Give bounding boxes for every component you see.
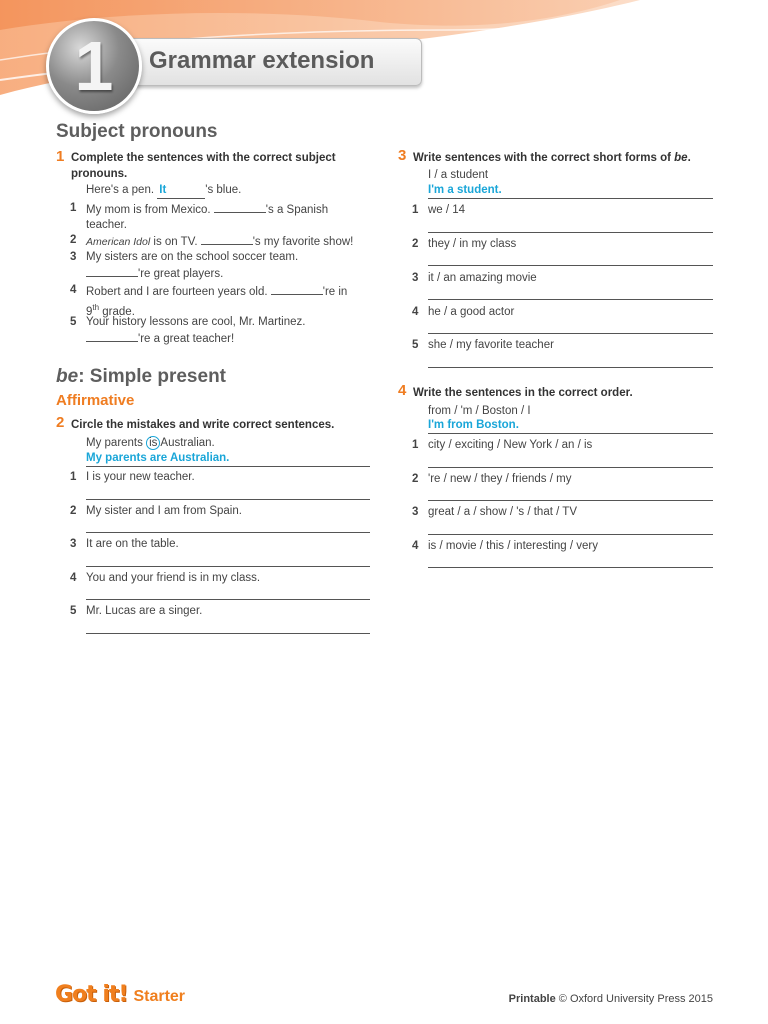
answer-line[interactable] (428, 299, 713, 300)
exercise-number: 2 (56, 414, 65, 431)
exercise-number: 1 (56, 148, 65, 165)
exercise-instruction: Complete the sentences with the correct subject pronouns. (71, 152, 336, 180)
title-banner (118, 38, 422, 86)
answer-line (86, 466, 370, 467)
list-item: 2 're / new / they / friends / my (412, 473, 572, 485)
list-item: 2 they / in my class (412, 238, 517, 250)
answer-blank[interactable] (86, 330, 138, 342)
answer-blank[interactable] (214, 201, 266, 213)
answer-line[interactable] (86, 566, 370, 567)
answer-line[interactable] (428, 265, 713, 266)
list-item: 5 Your history lessons are cool, Mr. Martinez. 're a great teacher! (70, 316, 306, 345)
example-prompt: from / 'm / Boston / I (428, 405, 531, 417)
list-item: 3 My sisters are on the school soccer team. 're great players. (70, 251, 299, 280)
list-item: 5 Mr. Lucas are a singer. (70, 605, 203, 617)
answer-blank[interactable] (86, 265, 138, 277)
exercise-instruction: Circle the mistakes and write correct sentences. (71, 419, 335, 431)
answer-blank[interactable] (201, 233, 253, 245)
example-answer: It (157, 183, 205, 199)
subheading-affirmative: Affirmative (56, 392, 135, 409)
example-answer: I'm from Boston. (428, 419, 519, 431)
circled-mistake: is (146, 436, 160, 450)
answer-line[interactable] (428, 567, 713, 568)
list-item: 5 she / my favorite teacher (412, 339, 554, 351)
list-item: 2 American Idol is on TV. 's my favorite show! (70, 234, 354, 248)
example-answer: My parents are Australian. (86, 452, 230, 464)
answer-line (428, 433, 713, 434)
example-sentence: My parents is Australian. (86, 437, 215, 449)
list-item: 4 Robert and I are fourteen years old. 're in 9th grade. (70, 284, 348, 318)
answer-line[interactable] (86, 532, 370, 533)
unit-number-badge (46, 18, 142, 114)
answer-line[interactable] (86, 499, 370, 500)
list-item: 3 it / an amazing movie (412, 272, 537, 284)
answer-line[interactable] (428, 467, 713, 468)
section-heading-subject-pronouns: Subject pronouns (56, 121, 218, 142)
footer-logo (55, 982, 185, 1007)
unit-number: 1 (74, 27, 114, 105)
exercise-instruction: Write the sentences in the correct order. (413, 387, 633, 399)
example-answer: I'm a student. (428, 184, 502, 196)
answer-line[interactable] (428, 232, 713, 233)
exercise-instruction: Write sentences with the correct short forms of be. (413, 152, 691, 164)
answer-line[interactable] (86, 633, 370, 634)
answer-line[interactable] (428, 367, 713, 368)
answer-line[interactable] (428, 333, 713, 334)
list-item: 4 he / a good actor (412, 306, 515, 318)
answer-line[interactable] (86, 599, 370, 600)
level-label: Starter (133, 988, 186, 1005)
list-item: 3 great / a / show / 's / that / TV (412, 506, 577, 518)
exercise-number: 3 (398, 147, 407, 164)
section-heading-be-simple-present: be: Simple present (56, 366, 227, 387)
example-prompt: I / a student (428, 169, 489, 181)
list-item: 1 we / 14 (412, 204, 466, 216)
list-item: 3 It are on the table. (70, 538, 179, 550)
page-title: Grammar extension (149, 47, 375, 74)
list-item: 4 is / movie / this / interesting / very (412, 540, 599, 552)
list-item: 4 You and your friend is in my class. (70, 572, 261, 584)
footer-copyright: Printable © Oxford University Press 2015 (508, 993, 713, 1005)
example-sentence: Here's a pen. It 's blue. (86, 183, 241, 199)
answer-blank[interactable] (271, 283, 323, 295)
list-item: 1 city / exciting / New York / an / is (412, 439, 593, 451)
list-item: 2 My sister and I am from Spain. (70, 505, 242, 517)
exercise-number: 4 (398, 382, 407, 399)
got-it-logo: Got it! (55, 982, 128, 1007)
list-item: 1 My mom is from Mexico. 's a Spanish teacher. (70, 202, 329, 231)
list-item: 1 I is your new teacher. (70, 471, 195, 483)
answer-line[interactable] (428, 500, 713, 501)
answer-line[interactable] (428, 534, 713, 535)
answer-line (428, 198, 713, 199)
